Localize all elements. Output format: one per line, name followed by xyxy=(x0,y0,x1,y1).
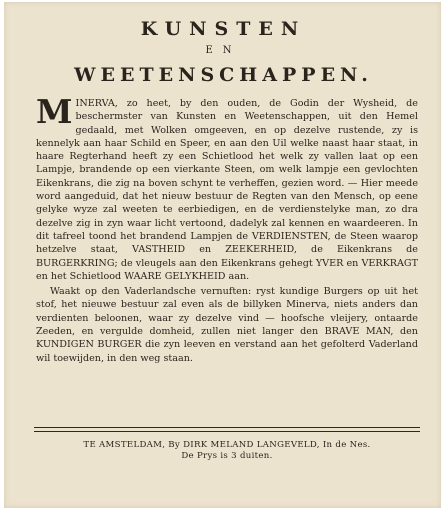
title-line-en: EN xyxy=(205,45,242,56)
paragraph-minerva xyxy=(36,92,418,283)
title-line-weetenschappen: WEETENSCHAPPEN. xyxy=(74,64,373,86)
paragraph-vaderland xyxy=(36,285,418,365)
title-line-kunsten: KUNSTEN xyxy=(140,18,307,40)
imprint-rule-thick xyxy=(34,427,420,428)
imprint-rule-thin xyxy=(34,431,420,432)
paragraph-minerva-text: INERVA, zo heet, by den ouden, de Godin der Wysheid, de beschermster van Kunsten en Weetenschappen, uit den Hemel gedaald, met Wolken omgeeven, en op dezelve rustende, zy is kennelyk aan haar Schild en Speer, en aan den Uil welke naast haar staat, in haare Regterhand heeft zy een Schietlood het welk zy vallen laat op een Lampje, brandende op een vierkante Steen, om welk lampje een gevlochten Eikenkrans, die zig na boven schynt te verheffen, gezien word. — Hier meede word aangeduid, dat het nieuw bestuur de Regten van den Mensch, op eene gelyke wyze zal weeten te eerbiedigen, en de verdienstelyke man, zo dra dezelve zig in zyn waar licht vertoond, dadelyk zal kennen en waardeeren. In dit tafreel toond het brandend Lampjen de VERDIENSTEN, de Steen waarop hetzelve staat, VASTHEID en ZEEKERHEID, de Eikenkrans de BURGERKRING; de vleugels aan den Eikenkrans gehegt YVER en VERKRAGT en het Schietlood WAARE GELYKHEID aan. xyxy=(36,98,418,282)
paragraph-vaderland-text: Waakt op den Vaderlandsche vernuften: ryst kundige Burgers op uit het stof, het nieuwe bestuur zal even als de billyken Minerva, niets anders dan verdienten beloonen, waar zy dezelve vind — hoofsche vleijery, ontaarde Zeeden, en vergulde domheid, zullen niet langer den BRAVE MAN, den KUNDIGEN BURGER die zyn leeven en verstand aan het gefolterd Vaderland wil toewijden, in den weg staan. xyxy=(36,286,418,364)
imprint-price: De Prys is 3 duiten. xyxy=(181,451,273,461)
imprint-publisher: TE AMSTELDAM, By DIRK MELAND LANGEVELD, In de Nes. xyxy=(83,440,371,450)
imprint xyxy=(36,440,418,462)
body-text xyxy=(36,92,418,365)
drop-cap: M xyxy=(36,92,73,131)
